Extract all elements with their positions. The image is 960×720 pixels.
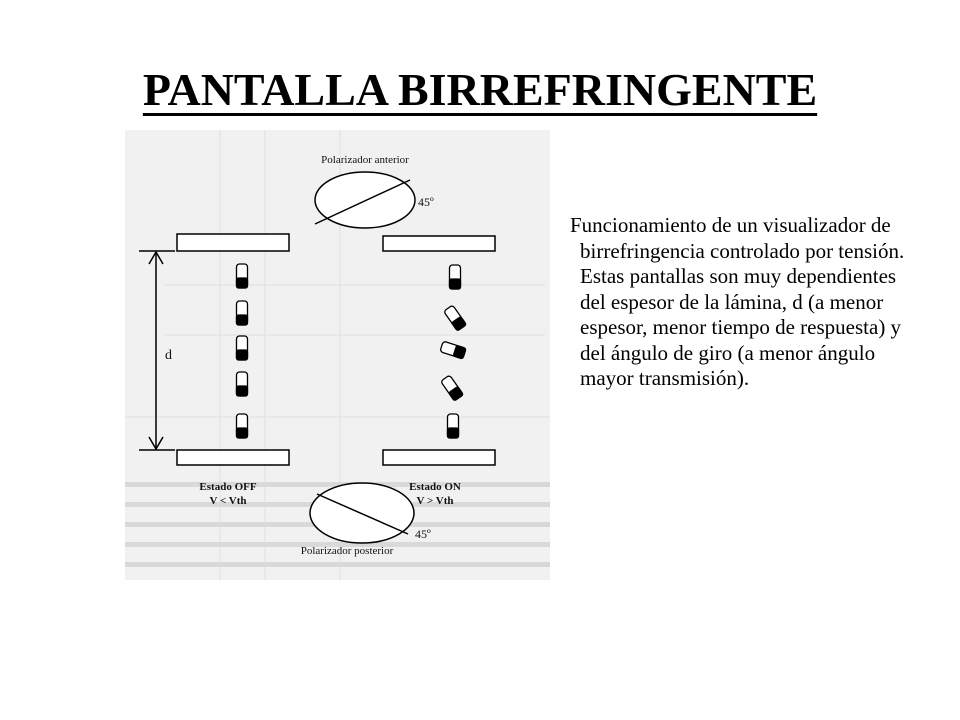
off-state-label: Estado OFF <box>199 481 257 493</box>
thickness-label: d <box>165 348 172 363</box>
off-condition-label: V < Vth <box>209 495 247 507</box>
on-top-plate <box>383 236 495 251</box>
on-bottom-plate <box>383 450 495 465</box>
off-molecule-2 <box>237 301 248 325</box>
off-top-plate <box>177 234 289 251</box>
off-molecule-4 <box>237 372 248 396</box>
off-molecule-1 <box>237 264 248 288</box>
slide-title-text: PANTALLA BIRREFRINGENTE <box>142 64 818 115</box>
description-text: Funcionamiento de un visualizador de birrefringencia controlado por tensión. Estas pantallas son muy dependientes del espesor de la lámina, d (a menor espesor, menor tiempo de respuesta) y del ángulo de giro (a menor ángulo mayor transmisión). <box>570 213 905 390</box>
slide-title <box>0 62 960 118</box>
on-molecule-1 <box>450 265 461 289</box>
off-molecule-3 <box>237 336 248 360</box>
off-bottom-plate <box>177 450 289 465</box>
rear-polarizer-label: Polarizador posterior <box>300 545 394 557</box>
front-polarizer-ellipse <box>315 172 415 228</box>
front-angle-label: 45º <box>418 195 434 209</box>
rear-angle-label: 45º <box>415 527 431 541</box>
front-polarizer-label: Polarizador anterior <box>321 154 409 166</box>
on-molecule-5 <box>448 414 459 438</box>
off-molecule-5 <box>237 414 248 438</box>
on-condition-label: V > Vth <box>416 495 454 507</box>
diagram-svg <box>125 130 550 580</box>
birefringence-diagram <box>125 130 550 580</box>
on-state-label: Estado ON <box>409 481 461 493</box>
